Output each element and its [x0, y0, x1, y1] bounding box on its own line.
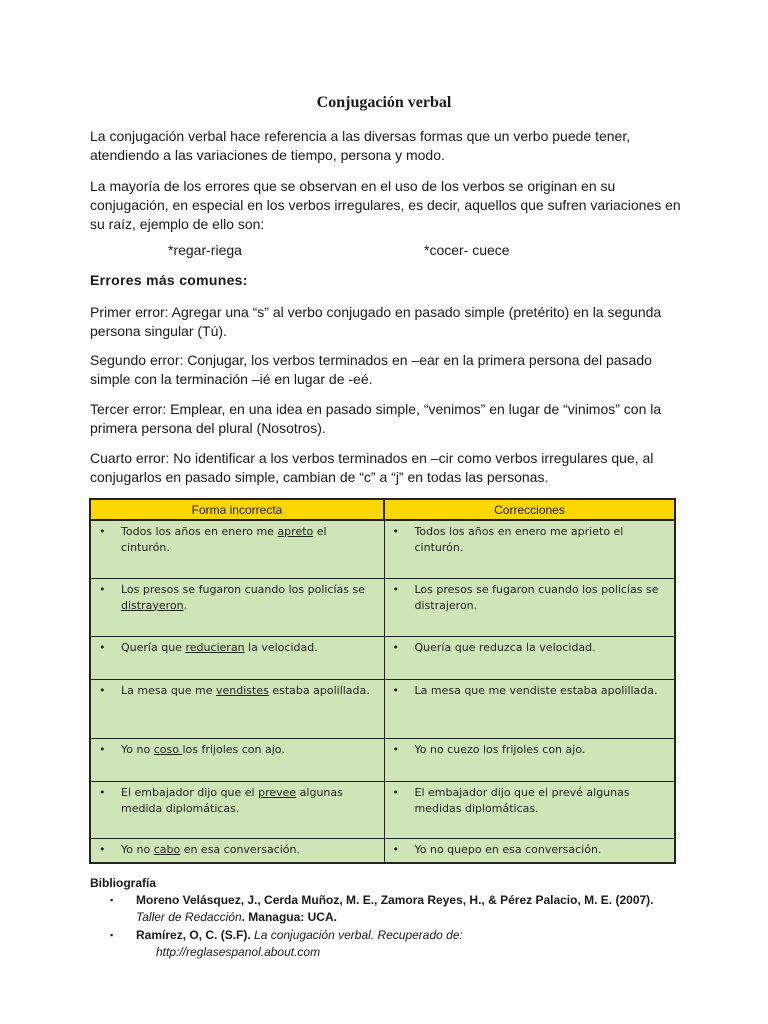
- error-2-paragraph: Segundo error: Conjugar, los verbos terminados en –ear en la primera persona del pasado simple con la terminación –ié en lugar de -eé.: [90, 352, 652, 387]
- bibliography-item: ▪ Ramírez, O, C. (S.F). La conjugación verbal. Recuperado de: http://reglasespanol.about.com: [110, 928, 463, 959]
- bibliography-item: ▪ Moreno Velásquez, J., Cerda Muñoz, M. E., Zamora Reyes, H., & Pérez Palacio, M. E. (2007). Taller de Redacción. Managua: UCA.: [110, 893, 654, 924]
- error-4-paragraph: Cuarto error: No identificar a los verbos terminados en –cir como verbos irregulares que, al conjugarlos en pasado simple, cambian de “c” a “j” en todas las personas.: [90, 450, 654, 485]
- square-bullet-icon: ▪: [110, 930, 114, 940]
- correction-text: Quería que reduzca la velocidad.: [414, 640, 596, 654]
- table-row: • Todos los años en enero me apreto el cinturón. • Todos los años en enero me aprieto el cinturón.: [90, 520, 675, 578]
- bullet-icon: •: [99, 582, 106, 596]
- incorrect-verb: vendistes: [216, 683, 269, 697]
- example-left: *regar-riega: [168, 242, 242, 258]
- errors-heading: Errores más comunes:: [90, 272, 248, 288]
- square-bullet-icon: ▪: [110, 895, 114, 905]
- incorrect-verb: cabo: [153, 842, 181, 856]
- correction-text: Los presos se fugaron cuando los policías se distrajeron.: [414, 582, 659, 612]
- bullet-icon: •: [392, 842, 399, 856]
- incorrect-verb: prevee: [258, 785, 297, 799]
- table-row: • Yo no cabo en esa conversación. • Yo no quepo en esa conversación.: [90, 838, 675, 863]
- bullet-icon: •: [392, 785, 399, 799]
- table-row: • Yo no coso los frijoles con ajo. • Yo no cuezo los frijoles con ajo.: [90, 738, 675, 781]
- example-right: *cocer- cuece: [424, 242, 510, 258]
- bibliography-heading: Bibliografía: [90, 876, 157, 890]
- incorrect-verb: distrayeron: [121, 598, 184, 612]
- document-title: Conjugación verbal: [316, 94, 452, 111]
- bullet-icon: •: [392, 742, 399, 756]
- table-row: • Los presos se fugaron cuando los policías se distrayeron. • Los presos se fugaron cuando los policías se distrajeron.: [90, 578, 675, 636]
- bullet-icon: •: [99, 683, 106, 697]
- incorrect-verb: coso: [153, 742, 183, 756]
- errors-intro-paragraph: La mayoría de los errores que se observan en el uso de los verbos se originan en su conjugación, en especial en los verbos irregulares, es decir, aquellos que sufren variaciones en su raíz, ejemplo de ello son:: [90, 178, 681, 232]
- bullet-icon: •: [99, 785, 106, 799]
- bullet-icon: •: [392, 683, 399, 697]
- table-row: • El embajador dijo que el prevee algunas medida diplomáticas. • El embajador dijo que el prevé algunas medidas diplomáticas.: [90, 781, 675, 838]
- bibliography-link[interactable]: http://reglasespanol.about.com: [156, 945, 321, 959]
- bullet-icon: •: [392, 525, 399, 538]
- incorrect-verb: apreto: [277, 525, 314, 538]
- corrections-table: [89, 498, 676, 864]
- header-incorrect: Forma incorrecta: [90, 499, 384, 520]
- intro-paragraph: La conjugación verbal hace referencia a las diversas formas que un verbo puede tener, atendiendo a las variaciones de tiempo, persona y modo.: [90, 128, 631, 163]
- table-row: • La mesa que me vendistes estaba apolillada. • La mesa que me vendiste estaba apolillada.: [90, 679, 675, 738]
- header-corrections: Correcciones: [384, 499, 675, 520]
- bullet-icon: •: [99, 640, 106, 654]
- error-1-paragraph: Primer error: Agregar una “s” al verbo conjugado en pasado simple (pretérito) en la segunda persona singular (Tú).: [90, 304, 662, 339]
- bullet-icon: •: [99, 742, 106, 756]
- bullet-icon: •: [392, 582, 399, 596]
- correction-text: Yo no quepo en esa conversación.: [414, 842, 602, 856]
- table-row: • Quería que reducieran la velocidad. • Quería que reduzca la velocidad.: [90, 636, 675, 679]
- bullet-icon: •: [99, 525, 106, 538]
- error-3-paragraph: Tercer error: Emplear, en una idea en pasado simple, “venimos” en lugar de “vinimos” con la primera persona del plural (Nosotros).: [90, 401, 662, 436]
- incorrect-verb: reducieran: [185, 640, 245, 654]
- correction-text: La mesa que me vendiste estaba apolillada.: [414, 683, 658, 697]
- bullet-icon: •: [99, 842, 106, 856]
- bullet-icon: •: [392, 640, 399, 654]
- correction-text: Yo no cuezo los frijoles con ajo.: [414, 742, 586, 756]
- correction-text: El embajador dijo que el prevé algunas medidas diplomáticas.: [414, 785, 630, 815]
- correction-text: Todos los años en enero me aprieto el cinturón.: [414, 525, 624, 554]
